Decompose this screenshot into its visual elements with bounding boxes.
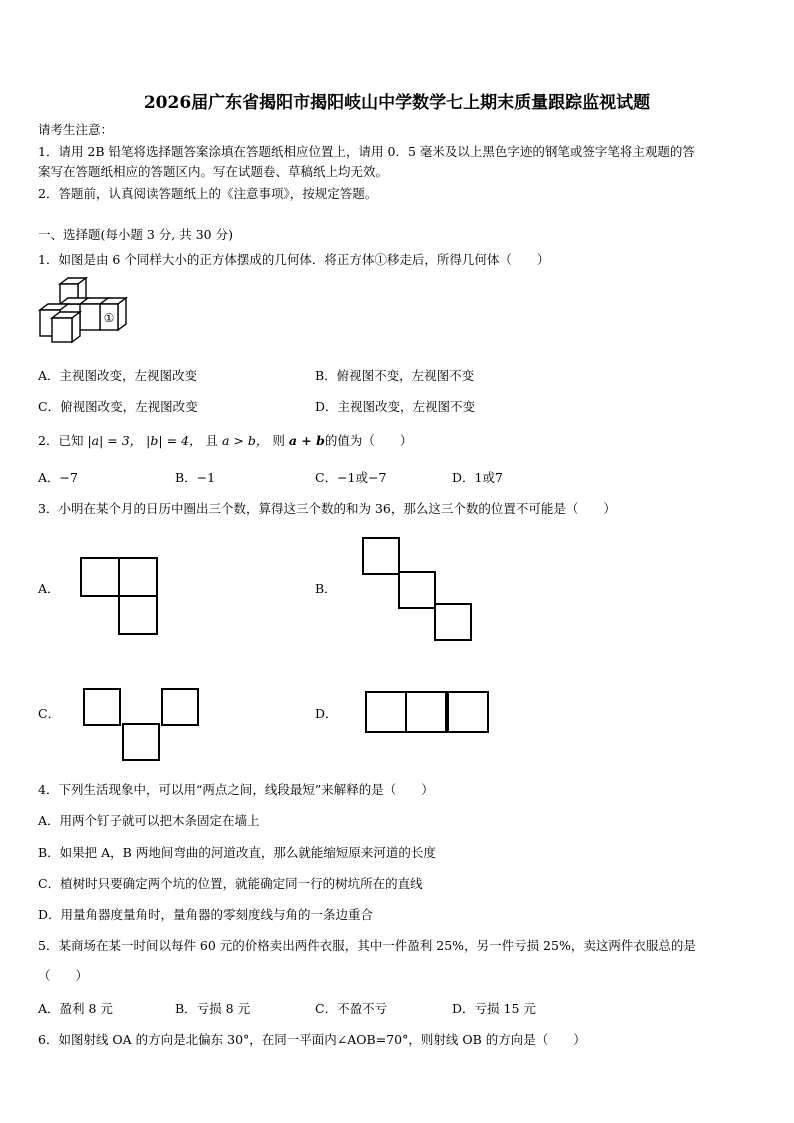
- section-heading: 一、选择题(每小题 3 分, 共 30 分): [38, 227, 233, 242]
- q1-option-d: D．主视图改变，左视图不变: [315, 399, 476, 414]
- q2-condition: a > b，: [221, 433, 269, 448]
- q2-option-c: C．−1或−7: [315, 470, 387, 485]
- q1-stem: 1．如图是由 6 个同样大小的正方体摆成的几何体．将正方体①移走后，所得几何体（ ）: [38, 252, 550, 267]
- grid-cell: [362, 537, 400, 575]
- grid-cell: [118, 595, 158, 635]
- q5-option-d: D．亏损 15 元: [452, 1001, 536, 1016]
- page-title: 2026届广东省揭阳市揭阳岐山中学数学七上期末质量跟踪监视试题: [143, 93, 651, 113]
- grid-cell: [118, 557, 158, 597]
- q2-cond-pre: 且: [205, 433, 218, 448]
- q2-stem: [38, 431, 412, 449]
- q3-figure-c: [83, 688, 203, 764]
- q4-option-d: D．用量角器度量角时，量角器的零刻度线与角的一条边重合: [38, 907, 374, 922]
- q2-ask-post: 的值为（ ）: [324, 433, 413, 448]
- q2-option-b: B．−1: [175, 470, 216, 485]
- q1-cube-figure: [30, 276, 130, 356]
- grid-cell: [83, 688, 121, 726]
- grid-cell: [434, 603, 472, 641]
- q3-figure-d: [365, 691, 491, 733]
- q1-circle-label: ①: [103, 311, 115, 325]
- q3-figure-b: [362, 537, 474, 641]
- q2-prefix: 2．已知: [38, 433, 84, 448]
- q5-option-a: A．盈利 8 元: [38, 1001, 113, 1016]
- q2-option-d: D．1或7: [452, 470, 503, 485]
- grid-cell: [447, 691, 489, 733]
- q5-option-b: B．亏损 8 元: [175, 1001, 251, 1016]
- grid-cell: [161, 688, 199, 726]
- q1-option-a: A．主视图改变，左视图改变: [38, 368, 198, 383]
- q2-sum: a + b: [288, 433, 325, 448]
- q1-option-b: B．俯视图不变，左视图不变: [315, 368, 475, 383]
- notice-line-2: 2．答题前，认真阅读答题纸上的《注意事项》，按规定答题。: [38, 186, 378, 201]
- grid-cell: [398, 571, 436, 609]
- q1-option-c: C．俯视图改变，左视图改变: [38, 399, 198, 414]
- q2-option-a: A．−7: [38, 470, 78, 485]
- grid-cell: [405, 691, 447, 733]
- q4-option-b: B．如果把 A，B 两地间弯曲的河道改直，那么就能缩短原来河道的长度: [38, 845, 436, 860]
- q5-stem-2: （ ）: [38, 968, 89, 983]
- notice-line-1: 1．请用 2B 铅笔将选择题答案涂填在答题纸相应位置上，请用 0．5 毫米及以上黑色字迹的钢笔或签字笔将主观题的答: [38, 144, 695, 159]
- q5-stem: 5．某商场在某一时间以每件 60 元的价格卖出两件衣服，其中一件盈利 25%，另一件亏损 25%，卖这两件衣服总的是: [38, 938, 696, 953]
- q2-abs-a: |a| = 3，: [87, 433, 143, 448]
- q3-option-b: B．: [315, 581, 337, 596]
- q3-option-c: C．: [38, 706, 61, 721]
- q6-stem: 6．如图射线 OA 的方向是北偏东 30°，在同一平面内∠AOB=70°，则射线 OB 的方向是（ ）: [38, 1032, 586, 1047]
- q2-abs-b: |b| = 4，: [146, 433, 202, 448]
- grid-cell: [365, 691, 407, 733]
- q3-figure-a: [80, 557, 162, 635]
- q4-stem: 4．下列生活现象中，可以用“两点之间，线段最短”来解释的是（ ）: [38, 782, 434, 797]
- q3-option-d: D．: [315, 706, 338, 721]
- grid-cell: [80, 557, 120, 597]
- q4-option-a: A．用两个钉子就可以把木条固定在墙上: [38, 813, 260, 828]
- q3-stem: 3．小明在某个月的日历中圈出三个数，算得这三个数的和为 36，那么这三个数的位置不可能是（ ）: [38, 501, 616, 516]
- q4-option-c: C．植树时只要确定两个坑的位置，就能确定同一行的树坑所在的直线: [38, 876, 423, 891]
- notice-heading: 请考生注意：: [38, 122, 114, 137]
- grid-cell: [122, 723, 160, 761]
- notice-line-1b: 案写在答题纸相应的答题区内。写在试题卷、草稿纸上均无效。: [38, 164, 389, 179]
- q3-option-a: A．: [38, 581, 60, 596]
- q5-option-c: C．不盈不亏: [315, 1001, 388, 1016]
- q2-ask-pre: 则: [272, 433, 285, 448]
